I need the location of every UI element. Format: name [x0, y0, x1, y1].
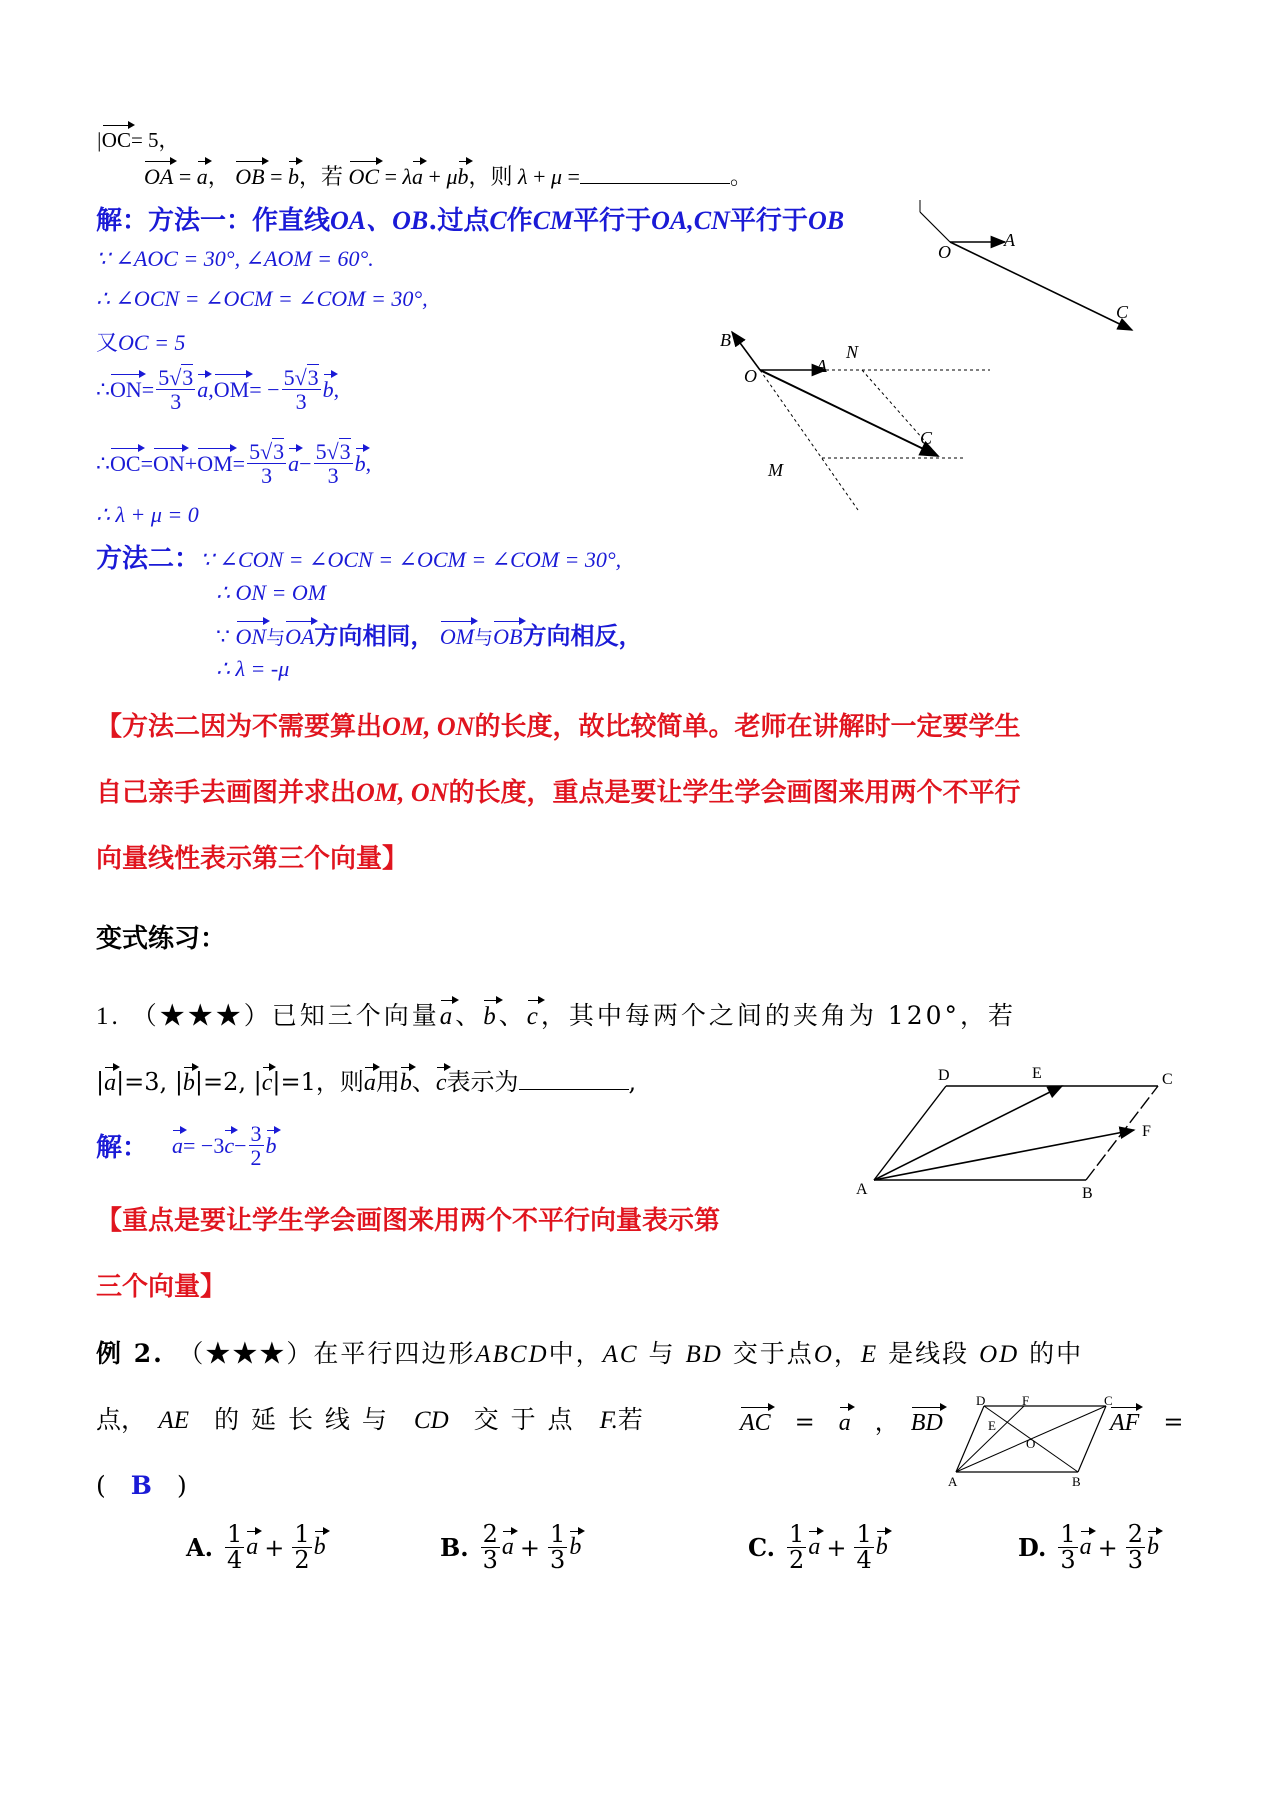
label-n: N	[846, 342, 859, 362]
label-a: A	[816, 356, 827, 376]
line-given-vectors: OA = a， OB = b，若 OC = λa + μb，则 λ + μ = 。	[144, 164, 752, 189]
label-e: E	[1032, 1065, 1042, 1082]
line-om-dotted	[760, 370, 858, 510]
example-2-line2: 点， AE 的 延 长 线 与 CD 交 于 点 F.若	[96, 1405, 643, 1434]
side-bc	[1078, 1406, 1106, 1472]
solution-method-one: 解：方法一：作直线OA、OB.过点C作CM平行于OA,CN平行于OB	[96, 206, 845, 236]
label-a: A	[856, 1181, 868, 1198]
teacher-note-line3: 向量线性表示第三个向量】	[96, 844, 409, 874]
vector-oc: OC	[101, 128, 131, 152]
teacher-note-line2: 自己亲手去画图并求出OM, ON的长度，重点是要让学生学会画图来用两个不平行	[96, 778, 1021, 808]
option-c[interactable]: C. $\frac{1}{2}$ a + $\frac{1}{4}$ b	[748, 1520, 888, 1575]
teacher-note-line1: 【方法二因为不需要算出OM, ON的长度，故比较简单。老师在讲解时一定要学生	[96, 712, 1021, 742]
example-2-answer: ( B )	[96, 1471, 187, 1500]
label-b: B	[1082, 1185, 1093, 1200]
fraction: $\frac{5√3}{3}$	[158, 365, 194, 415]
question-1-solution: 解： a = −3 c − $\frac{3}{2}$ b	[96, 1121, 277, 1171]
label-c: C	[920, 428, 933, 448]
label-b: B	[1072, 1474, 1081, 1488]
step-oc-length: 又OC = 5	[96, 330, 186, 356]
option-a[interactable]: A. $\frac{1}{4}$ a + $\frac{1}{2}$ b	[186, 1520, 326, 1575]
fraction: $\frac{5√3}{3}$	[315, 439, 351, 489]
question-1-line1: 1. （★★★）已知三个向量a、b、c，其中每两个之间的夹角为 120°，若	[96, 1001, 1017, 1030]
key-note-line2: 三个向量】	[96, 1272, 227, 1302]
figure-construction	[712, 326, 1002, 516]
vector-af-arrow	[874, 1130, 1134, 1180]
vector-oc-arrow	[760, 370, 938, 456]
step-result-method-two: ∴ λ = -μ	[216, 656, 290, 681]
segment-af	[956, 1406, 1024, 1472]
solution-method-two: 方法二：∵ ∠CON = ∠OCN = ∠OCM = ∠COM = 30°,	[96, 544, 622, 574]
label-o: O	[938, 242, 951, 262]
label-f: F	[1142, 1123, 1151, 1140]
label-b: B	[720, 330, 731, 350]
variant-heading: 变式练习：	[96, 924, 227, 954]
step-result-method-one: ∴ λ + μ = 0	[96, 502, 199, 527]
option-d[interactable]: D. $\frac{1}{3}$ a + $\frac{2}{3}$ b	[1018, 1520, 1159, 1575]
label-e: E	[988, 1418, 996, 1433]
example-2-vectors: AC = a ， BD	[740, 1408, 943, 1436]
vector-ae-arrow	[874, 1086, 1062, 1180]
step-on-om: ∴ ON = $\frac{5√3}{3}$ a , OM = − $\frac{5√3}{3}$ b ,	[96, 365, 340, 415]
label-a: A	[1004, 230, 1015, 250]
step-on-equals-om: ∴ ON = OM	[216, 580, 327, 605]
step-angles: ∵ ∠AOC = 30°, ∠AOM = 60°.	[96, 246, 374, 271]
label-c: C	[1162, 1071, 1173, 1088]
label-o: O	[744, 366, 757, 386]
figure-oa-oc	[900, 200, 1140, 340]
side-da	[874, 1086, 946, 1180]
step-oc-sum: ∴ OC = ON + OM = $\frac{5√3}{3}$ a − $\frac{5√3}{3}$ b ,	[96, 439, 372, 489]
line-oc-magnitude: |OC= 5，	[96, 128, 180, 152]
key-note-line1: 【重点是要让学生学会画图来用两个不平行向量表示第	[96, 1206, 721, 1236]
label-o: O	[1026, 1436, 1036, 1451]
label-m: M	[768, 460, 783, 480]
label-c: C	[1116, 302, 1129, 322]
question-1-line2: |a|=3, |b|=2, |c|=1，则a用b、c表示为 ,	[96, 1068, 637, 1096]
option-b[interactable]: B. $\frac{2}{3}$ a + $\frac{1}{3}$ b	[440, 1520, 582, 1575]
label-a: A	[948, 1474, 958, 1488]
example-2-line1: 例 2. （★★★）在平行四边形ABCD中，AC 与 BD 交于点O，E 是线段 OD 的中	[96, 1339, 1084, 1368]
example-2-af: AF =	[1110, 1408, 1184, 1436]
step-directions: ∵ ON与OA方向相同， OM与OB方向相反，	[216, 622, 643, 650]
vector-oc-arrow	[950, 242, 1132, 330]
step-equal-angles: ∴ ∠OCN = ∠OCM = ∠COM = 30°,	[96, 286, 428, 311]
label-d: D	[938, 1067, 950, 1084]
answer-blank	[580, 165, 730, 184]
fraction: $\frac{3}{2}$	[250, 1121, 262, 1171]
figure-parallelogram-diagonals	[944, 1396, 1120, 1488]
label-d: D	[976, 1396, 986, 1408]
answer-blank	[519, 1069, 629, 1090]
label-c: C	[1104, 1396, 1113, 1408]
fraction: $\frac{5√3}{3}$	[249, 439, 285, 489]
label-f: F	[1022, 1396, 1030, 1408]
figure-parallelogram-ef	[848, 1062, 1180, 1200]
fraction: $\frac{5√3}{3}$	[283, 365, 319, 415]
vector-ob-stub	[920, 212, 950, 242]
side-da	[956, 1406, 984, 1472]
vector-ob-arrow	[732, 332, 760, 370]
